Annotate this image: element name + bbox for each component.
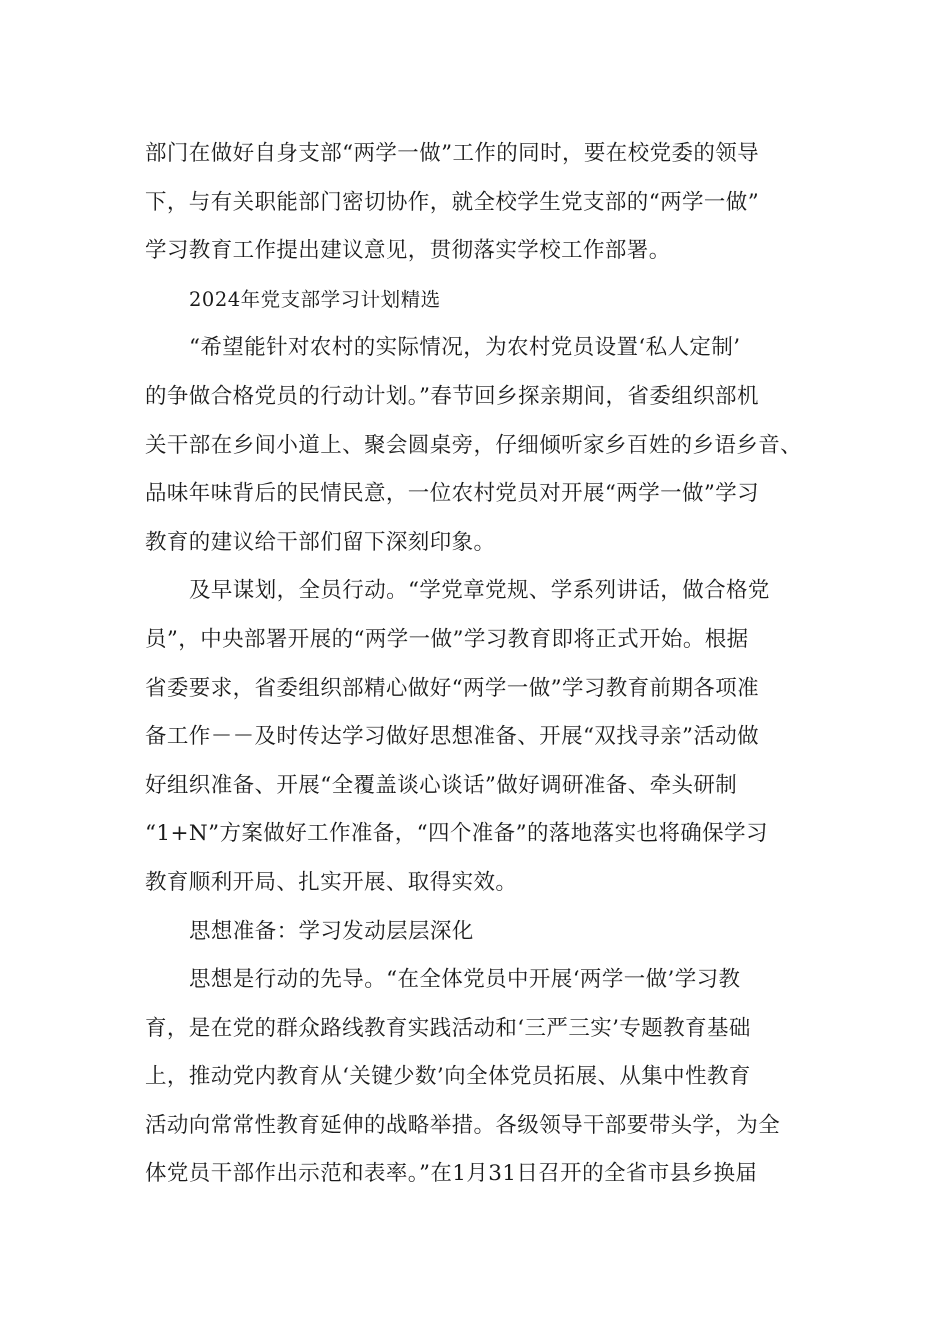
- text-line: 品味年味背后的民情民意，一位农村党员对开展“两学一做”学习: [145, 481, 760, 507]
- section-heading: 思想准备：学习发动层层深化: [189, 918, 474, 944]
- text-line: 学习教育工作提出建议意见，贯彻落实学校工作部署。: [145, 238, 671, 264]
- text-line: 上，推动党内教育从‘关键少数’向全体党员拓展、从集中性教育: [145, 1064, 751, 1090]
- text-line: 备工作－－及时传达学习做好思想准备、开展“双找寻亲”活动做: [145, 724, 760, 750]
- text-line: 下，与有关职能部门密切协作，就全校学生党支部的“两学一做”: [145, 189, 760, 215]
- section-heading: 2024年党支部学习计划精选: [189, 287, 441, 311]
- text-line: 体党员干部作出示范和表率。”在1月31日召开的全省市县乡换届: [145, 1161, 758, 1187]
- text-line: 活动向常常性教育延伸的战略举措。各级领导干部要带头学，为全: [145, 1112, 781, 1138]
- text-line: “1+N”方案做好工作准备，“四个准备”的落地落实也将确保学习: [145, 821, 768, 847]
- text-line: 育，是在党的群众路线教育实践活动和‘三严三实’专题教育基础: [145, 1015, 751, 1041]
- text-line: 教育顺利开局、扎实开展、取得实效。: [145, 869, 518, 895]
- text-line: 好组织准备、开展“全覆盖谈心谈话”做好调研准备、牵头研制: [145, 772, 738, 798]
- document-body: [145, 130, 810, 1199]
- text-line: 的争做合格党员的行动计划。”春节回乡探亲期间，省委组织部机: [145, 383, 759, 409]
- text-line: 部门在做好自身支部“两学一做”工作的同时，要在校党委的领导: [145, 141, 760, 166]
- text-line: 省委要求，省委组织部精心做好“两学一做”学习教育前期各项准: [145, 675, 760, 701]
- text-line: 员”，中央部署开展的“两学一做”学习教育即将正式开始。根据: [145, 626, 749, 652]
- text-line: 关干部在乡间小道上、聚会圆桌旁，仔细倾听家乡百姓的乡语乡音、: [145, 432, 803, 458]
- paragraph-start-line: 及早谋划，全员行动。“学党章党规、学系列讲话，做合格党: [189, 578, 770, 604]
- paragraph-start-line: 思想是行动的先导。“在全体党员中开展‘两学一做’学习教: [189, 967, 741, 993]
- paragraph-start-line: “希望能针对农村的实际情况，为农村党员设置‘私人定制’: [189, 335, 741, 361]
- text-line: 教育的建议给干部们留下深刻印象。: [145, 529, 496, 555]
